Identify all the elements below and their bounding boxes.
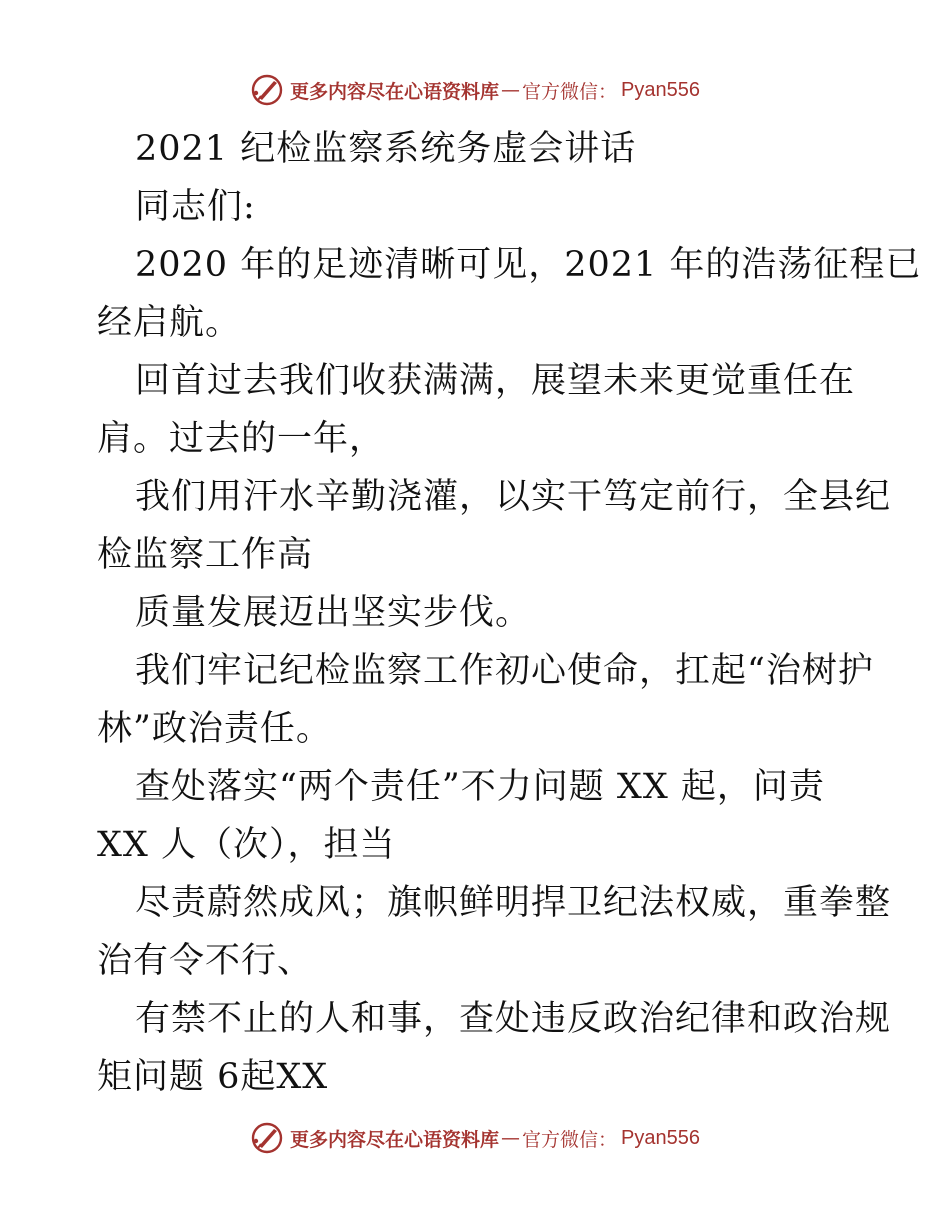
banner-separator: —: [501, 79, 521, 101]
paragraph-line: 质量发展迈出坚实步伐。: [135, 593, 532, 633]
banner-wechat-id: Pyan556: [621, 78, 700, 101]
banner-wechat-label: 官方微信：: [522, 1128, 618, 1151]
paragraph-line: 经启航。: [97, 303, 242, 343]
paragraph-line: 林”政治责任。: [97, 709, 332, 749]
banner-wechat-id: Pyan556: [621, 1126, 700, 1149]
footer-banner[interactable]: [0, 1118, 950, 1158]
paragraph-line: 有禁不止的人和事，查处违反政治纪律和政治规: [135, 999, 892, 1039]
paragraph-line: 我们牢记纪检监察工作初心使命，扛起“治树护: [135, 651, 874, 691]
quill-pen-logo-icon: [250, 73, 284, 107]
banner-separator: —: [501, 1127, 521, 1149]
paragraph-line: 矩问题 6起XX: [97, 1057, 329, 1097]
banner-title: 更多内容尽在心语资料库: [290, 1128, 500, 1151]
paragraph-line: 回首过去我们收获满满，展望未来更觉重任在: [135, 361, 856, 401]
header-banner[interactable]: [0, 70, 950, 110]
paragraph-line: XX 人（次），担当: [97, 825, 396, 865]
paragraph-line: 治有令不行、: [97, 941, 314, 981]
document-title: 2021 纪检监察系统务虚会讲话: [135, 129, 637, 169]
paragraph-line: 我们用汗水辛勤浇灌，以实干笃定前行，全县纪: [135, 477, 892, 517]
salutation: 同志们:: [135, 187, 256, 227]
paragraph-line: 2020 年的足迹清晰可见，2021 年的浩荡征程已: [135, 245, 922, 285]
document-body: [97, 120, 922, 1106]
banner-title: 更多内容尽在心语资料库: [290, 80, 500, 103]
quill-pen-logo-icon: [250, 1121, 284, 1155]
paragraph-line: 检监察工作高: [97, 535, 314, 575]
paragraph-line: 肩。过去的一年，: [97, 419, 386, 459]
paragraph-line: 尽责蔚然成风；旗帜鲜明捍卫纪法权威，重拳整: [135, 883, 892, 923]
banner-wechat-label: 官方微信：: [522, 80, 618, 103]
paragraph-line: 查处落实“两个责任”不力问题 XX 起，问责: [135, 767, 825, 807]
